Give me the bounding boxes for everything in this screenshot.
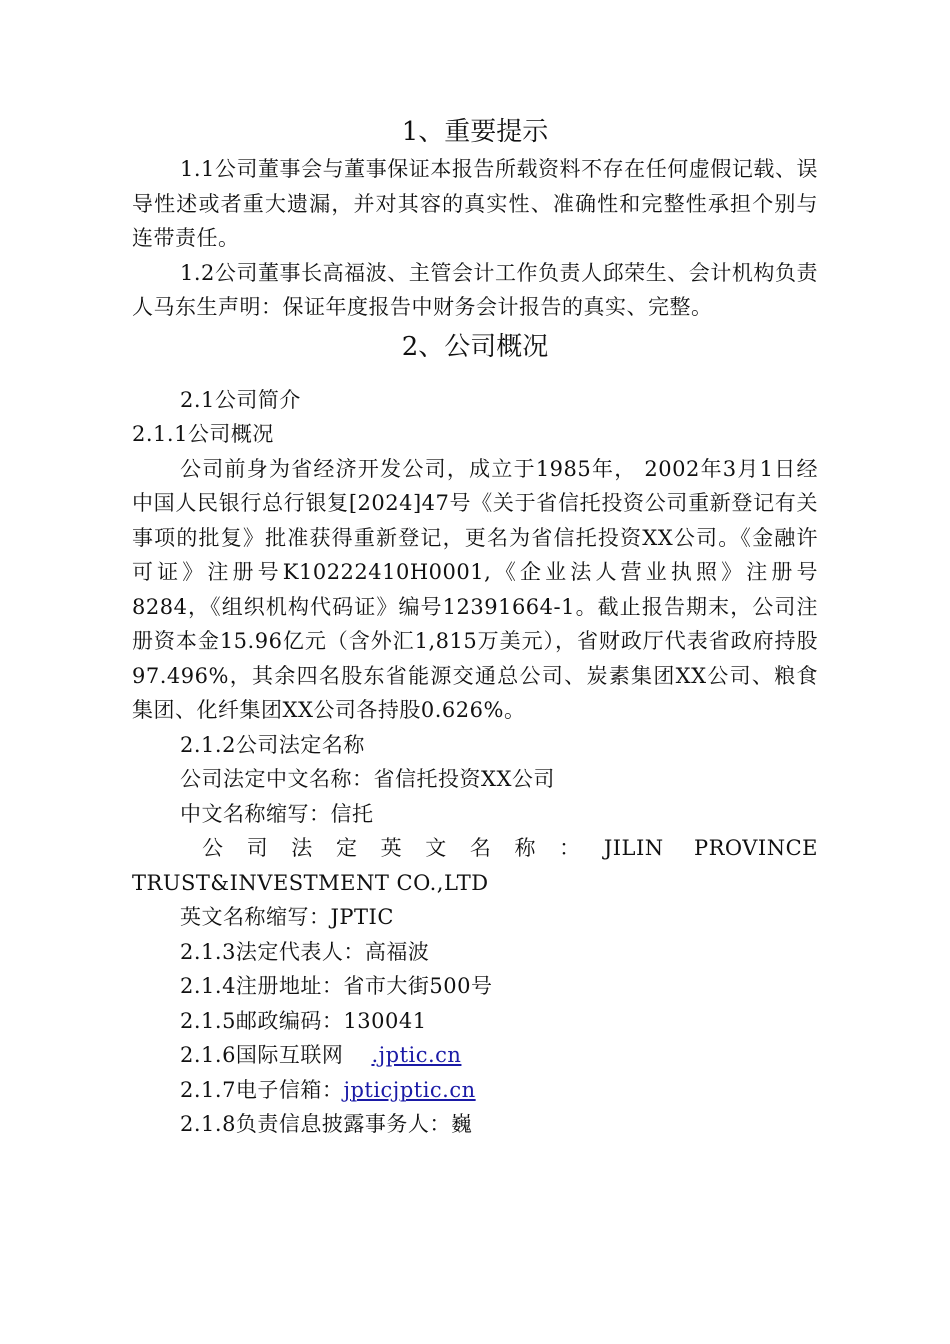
registered-address-line: 2.1.4注册地址：省市大街500号	[180, 974, 493, 998]
chinese-name-line: 公司法定中文名称：省信托投资XX公司	[180, 767, 555, 791]
heading-2-1-1: 2.1.1公司概况	[132, 422, 274, 446]
disclosure-officer-line: 2.1.8负责信息披露事务人：巍	[180, 1112, 473, 1136]
postal-code-line: 2.1.5邮政编码：130041	[180, 1008, 427, 1033]
legal-rep-line: 2.1.3法定代表人：高福波	[180, 939, 430, 964]
website-line	[132, 1038, 818, 1073]
section-2-title: 2、公司概况	[401, 331, 549, 362]
email-link[interactable]: jpticjptic.cn	[343, 1077, 476, 1102]
email-label: 2.1.7电子信箱：	[180, 1077, 344, 1102]
english-abbr-line: 英文名称缩写：JPTIC	[180, 905, 394, 929]
company-overview-paragraph: 公司前身为省经济开发公司，成立于1985年， 2002年3月1日经中国人民银行总行银复[2024]47号《关于省信托投资公司重新登记有关事项的批复》批准获得重新登记，更名为省信托投资XX公司。《金融许可证》注册号K10222410H0001,《企业法人营业执照》注册号8284，《组织机构代码证》编号12391664-1。截止报告期末，公司注册资本金15.96亿元（含外汇1,815万美元），省财政厅代表省政府持股97.496%，其余四名股东省能源交通总公司、炭素集团XX公司、粮食集团、化纤集团XX公司各持股0.626%。	[132, 456, 818, 722]
document-page	[132, 112, 818, 1142]
website-link[interactable]: .jptic.cn	[371, 1043, 462, 1067]
spacer	[132, 367, 818, 383]
heading-2-1: 2.1公司简介	[180, 387, 301, 412]
website-label: 2.1.6国际互联网	[180, 1043, 344, 1067]
heading-2-1-2: 2.1.2公司法定名称	[180, 732, 365, 757]
email-line	[132, 1073, 818, 1108]
chinese-abbr-line: 中文名称缩写：信托	[180, 801, 374, 826]
english-name-line: 公司法定英文名称：JILIN PROVINCE TRUST&INVESTMENT CO.,LTD	[132, 836, 818, 895]
paragraph-1-2: 1.2公司董事长高福波、主管会计工作负责人邱荣生、会计机构负责人马东生声明：保证年度报告中财务会计报告的真实、完整。	[132, 260, 818, 319]
section-1-title: 1、重要提示	[401, 117, 549, 147]
paragraph-1-1: 1.1公司董事会与董事保证本报告所载资料不存在任何虚假记载、误导性述或者重大遗漏，并对其容的真实性、准确性和完整性承担个别与连带责任。	[132, 157, 818, 250]
